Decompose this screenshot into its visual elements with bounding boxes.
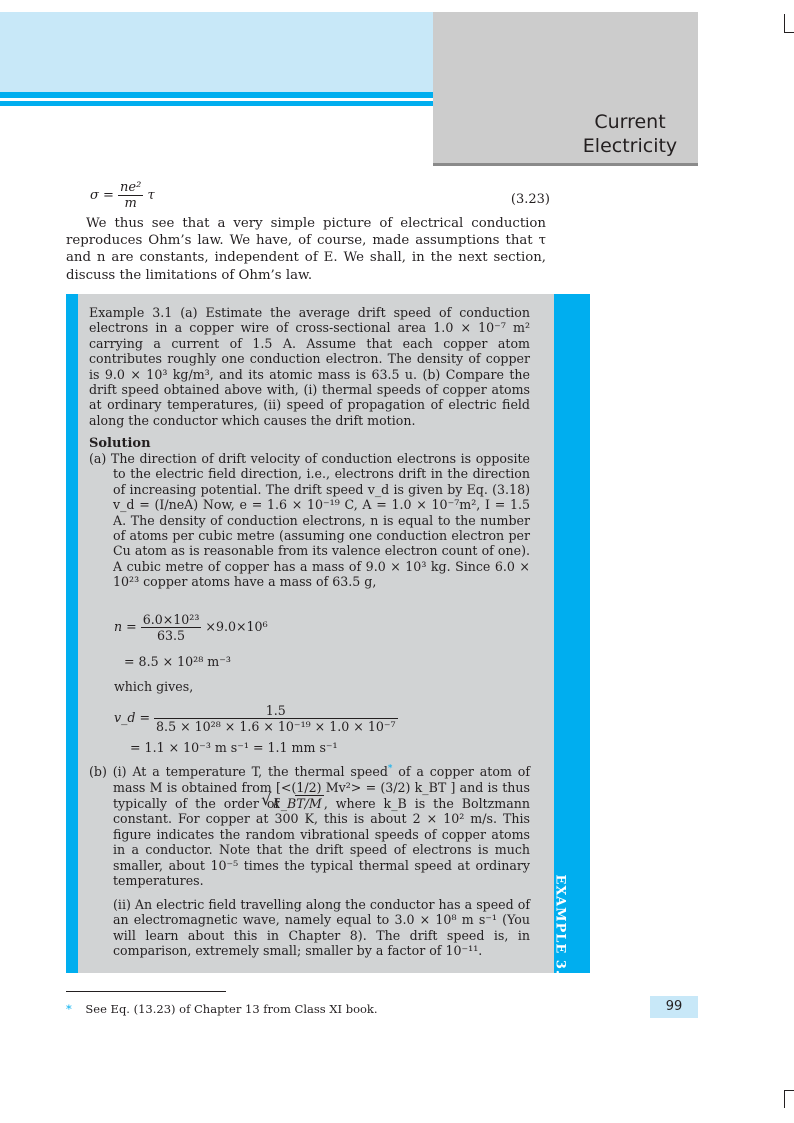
solution-heading: Solution [89, 436, 151, 451]
page-number: 99 [650, 996, 698, 1018]
crop-mark [784, 1090, 785, 1108]
equation-vd-result: = 1.1 × 10⁻³ m s⁻¹ = 1.1 mm s⁻¹ [130, 740, 338, 755]
chapter-title: Current Electricity [582, 111, 678, 157]
solution-part-b-i: (b) (i) At a temperature T, the thermal speed* of a copper atom of mass M is obtained from [<(1/2) Mv²> = (3/2) k_BT ] and is thus typically of the order of √ k_BT/M , where k_B is the Boltzmann constant. For copper at 300 K, this is about 2 × 10² m/s. This figure indicates the random vibrational speeds of copper atoms in a conductor. Note that the drift speed of electrons is much smaller, about 10⁻⁵ times the typical thermal speed at ordinary temperatures. [89, 762, 530, 888]
header-rule [0, 92, 433, 98]
header-band [0, 12, 433, 92]
footnote-marker: * [387, 764, 393, 774]
example-left-bar [66, 294, 78, 973]
footnote-rule [66, 991, 226, 992]
equation-vd: v_d = $\frac{1.5}{\text{8.5 × 10²⁸ × 1.6 × 10⁻¹⁹ × 1.0 × 10⁻⁷}}$ [114, 703, 396, 734]
example-side-bar [554, 294, 590, 973]
example-question: Example 3.1 (a) Estimate the average drift speed of conduction electrons in a copper wire of cross-sectional area 1.0 × 10⁻⁷ m² carrying a current of 1.5 A. Assume that each copper atom contributes roughly one conduction electron. The density of copper is 9.0 × 10³ kg/m³, and its atomic mass is 63.5 u. (b) Compare the drift speed obtained above with, (i) thermal speeds of copper atoms at ordinary temperatures, (ii) speed of propagation of electric field along the conductor which causes the drift motion. [89, 305, 530, 428]
sqrt-expression: √ k_BT/M [295, 795, 324, 811]
chapter-box-shadow [433, 163, 698, 166]
crop-mark [784, 1090, 794, 1091]
example-label: EXAMPLE 3.1 [552, 874, 568, 986]
footnote: * See Eq. (13.23) of Chapter 13 from Class XI book. [66, 1002, 378, 1016]
equation-3-23: σ = $\frac{\text{ne²}}{m}$ τ (3.23) [90, 180, 550, 211]
equation-n: n = $\frac{\text{6.0×10²³}}{63.5}$ ×9.0×10⁶ [114, 612, 268, 643]
footnote-marker: * [66, 1002, 72, 1016]
header-rule [0, 101, 433, 106]
crop-mark [784, 14, 785, 32]
equation-number: (3.23) [510, 192, 550, 207]
solution-part-a: (a) The direction of drift velocity of conduction electrons is opposite to the electric field direction, i.e., electrons drift in the direction of increasing potential. The drift speed v_d is given by Eq. (3.18) v_d = (I/neA) Now, e = 1.6 × 10⁻¹⁹ C, A = 1.0 × 10⁻⁷m², I = 1.5 A. The density of conduction electrons, n is equal to the number of atoms per cubic metre (assuming one conduction electron per Cu atom as is reasonable from its valence electron count of one). A cubic metre of copper has a mass of 9.0 × 10³ kg. Since 6.0 × 10²³ copper atoms have a mass of 63.5 g, [89, 451, 530, 590]
solution-part-b-ii: (ii) An electric field travelling along the conductor has a speed of an electromagnetic wave, namely equal to 3.0 × 10⁸ m s⁻¹ (You will learn about this in Chapter 8). The drift speed is, in comparison, extremely small; smaller by a factor of 10⁻¹¹. [113, 897, 530, 959]
crop-mark [784, 32, 794, 33]
equation-n-result: = 8.5 × 10²⁸ m⁻³ [124, 654, 231, 669]
intro-paragraph: We thus see that a very simple picture of electrical conduction reproduces Ohm’s law. We have, of course, made assumptions that τ and n are constants, independent of E. We shall, in the next section, discuss the limitations of Ohm’s law. [66, 216, 546, 283]
which-gives: which gives, [114, 679, 194, 694]
